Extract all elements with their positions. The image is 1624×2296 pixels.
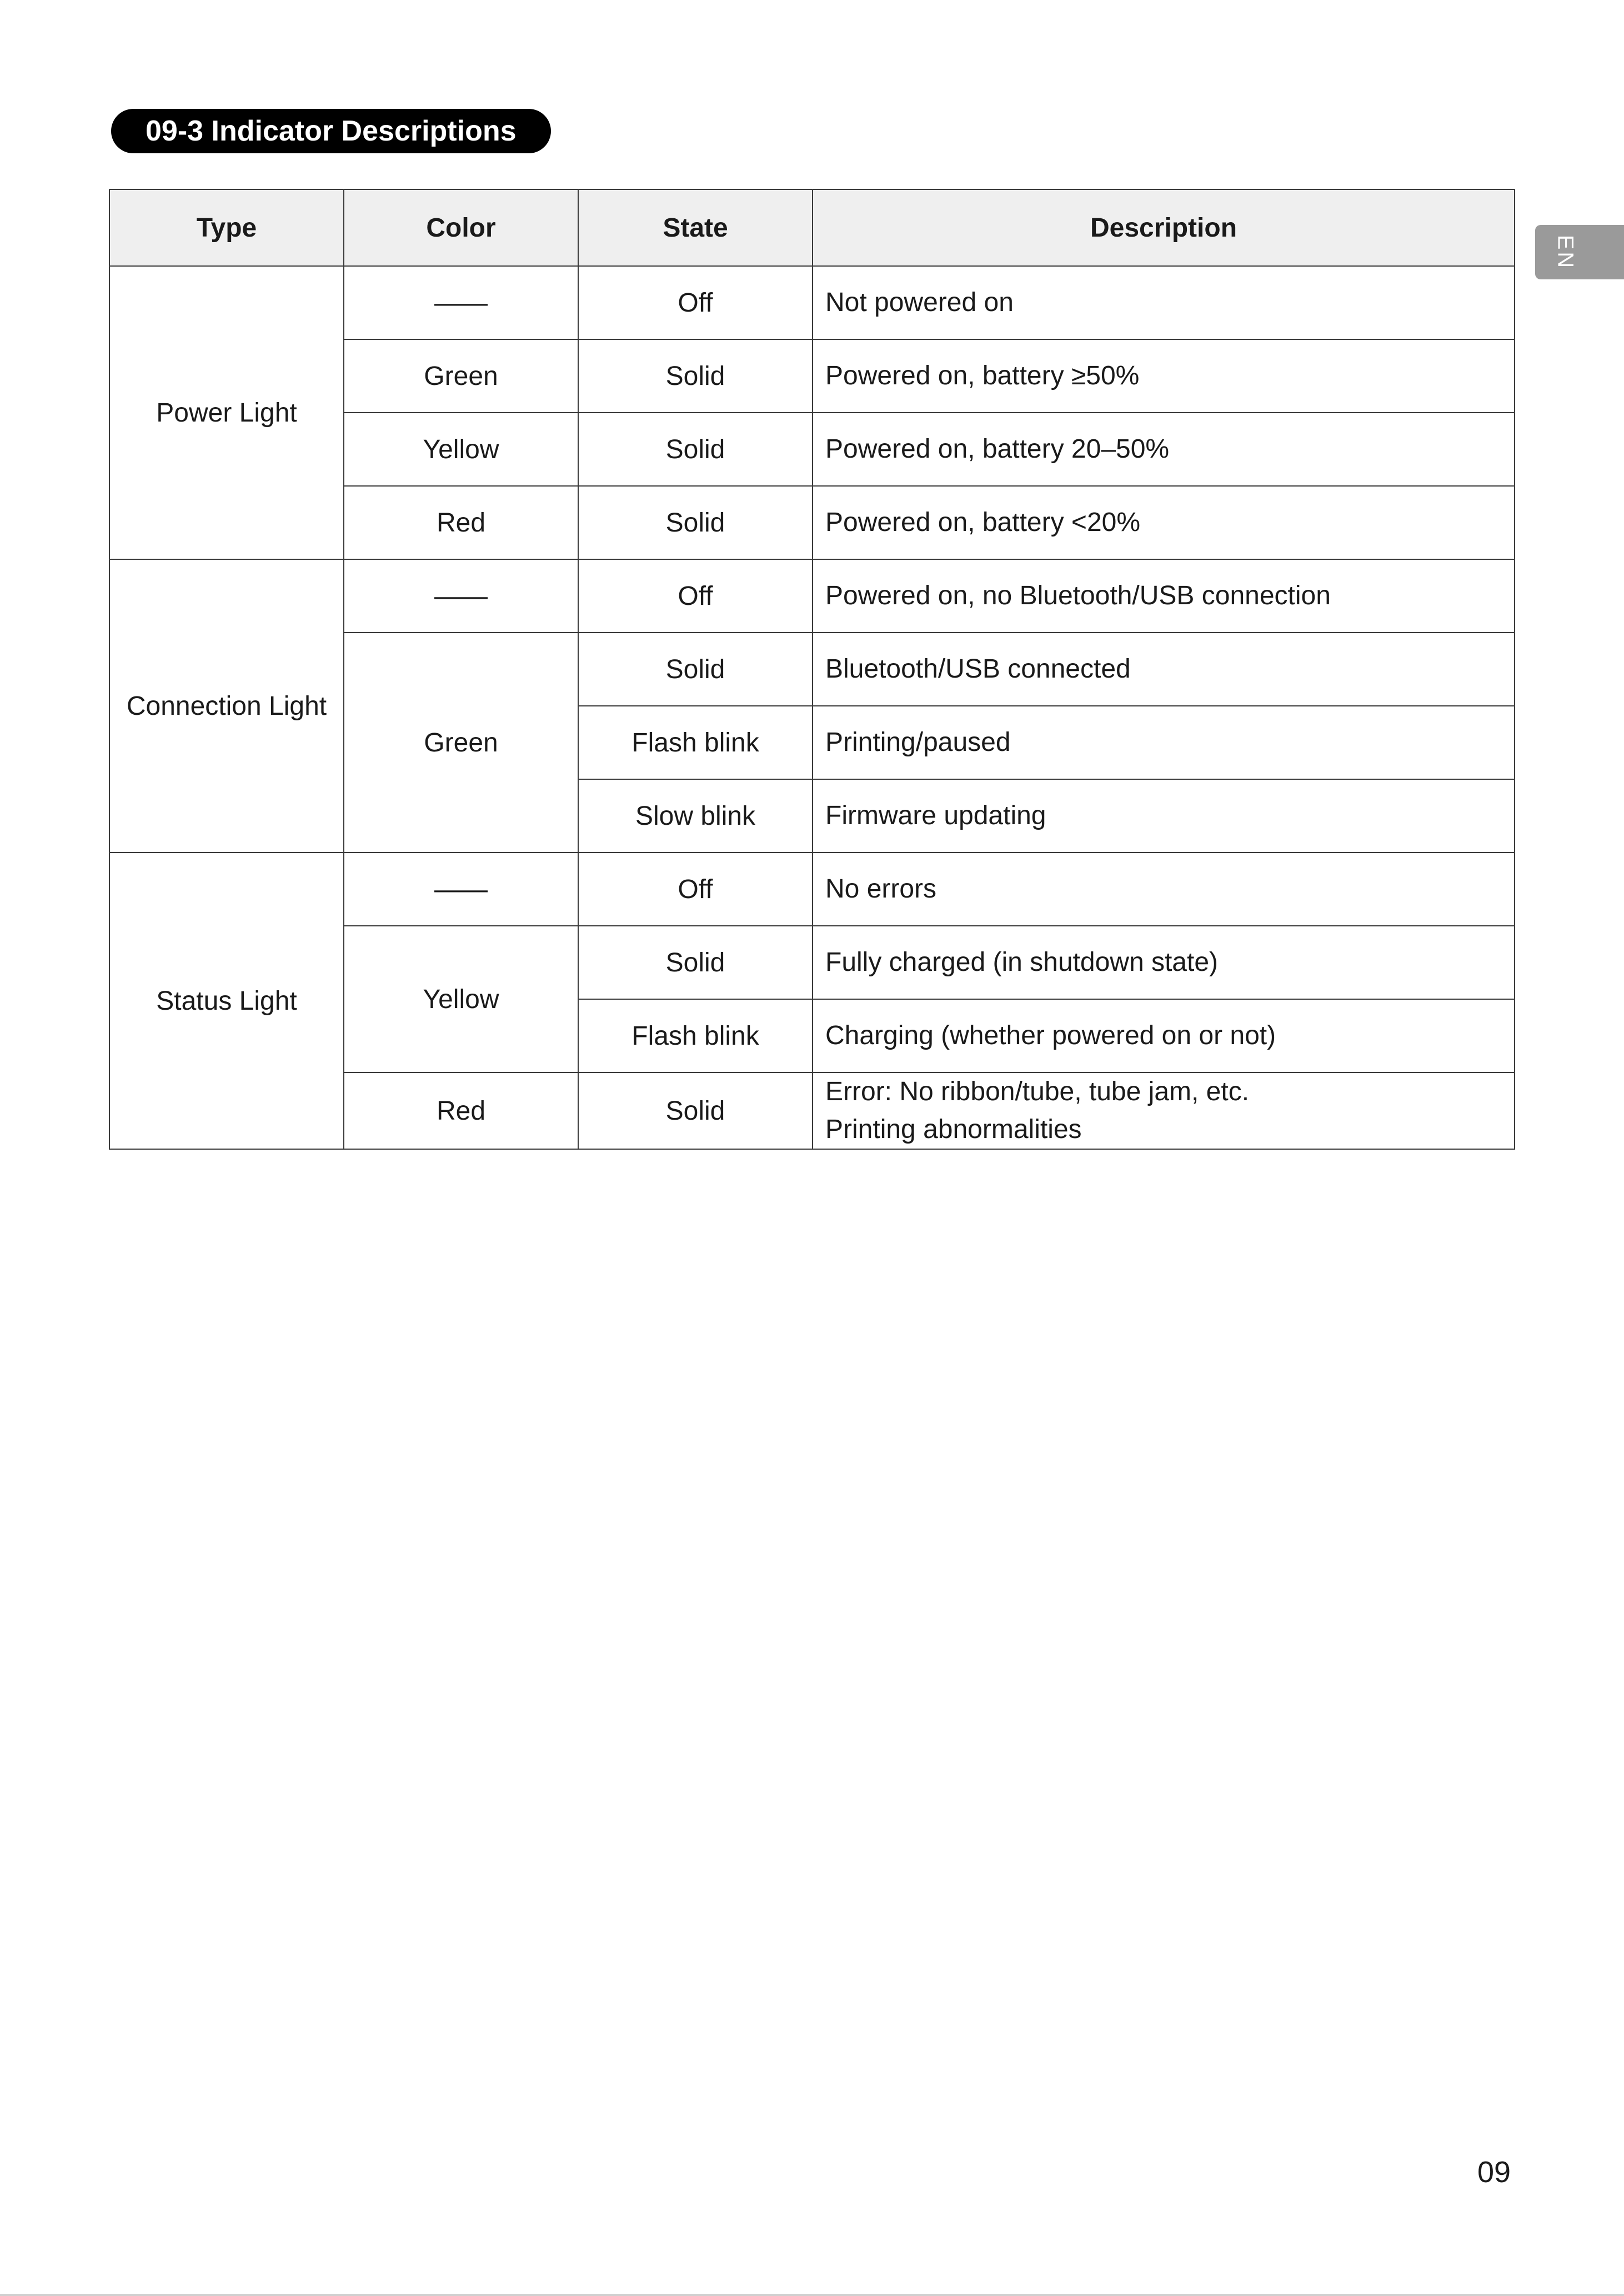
description-text: Powered on, battery ≥50%: [825, 361, 1140, 390]
color-cell: Yellow: [344, 926, 578, 1072]
description-cell: [813, 633, 1515, 706]
state-cell: Flash blink: [578, 706, 813, 779]
state-cell: Solid: [578, 633, 813, 706]
state-cell: Solid: [578, 926, 813, 999]
description-text: Powered on, battery <20%: [825, 508, 1141, 537]
state-cell: Solid: [578, 486, 813, 559]
bottom-divider: [0, 2294, 1624, 2296]
description-text: Powered on, battery 20–50%: [825, 434, 1170, 464]
state-cell: Off: [578, 266, 813, 339]
color-cell: ——: [344, 853, 578, 926]
color-cell: Yellow: [344, 413, 578, 486]
description-text: Printing abnormalities: [825, 1115, 1082, 1144]
type-cell-connection-light: Connection Light: [109, 559, 344, 853]
description-cell: [813, 266, 1515, 339]
color-cell: Green: [344, 339, 578, 413]
state-cell: Off: [578, 853, 813, 926]
state-cell: Solid: [578, 339, 813, 413]
description-text: No errors: [825, 874, 937, 904]
description-text: Fully charged (in shutdown state): [825, 948, 1219, 977]
header-color: Color: [344, 189, 578, 266]
state-cell: Flash blink: [578, 999, 813, 1072]
description-cell: [813, 779, 1515, 853]
table-row: [109, 266, 1515, 339]
color-cell: ——: [344, 559, 578, 633]
description-text: Not powered on: [825, 288, 1014, 317]
table-row: [109, 853, 1515, 926]
description-text: Bluetooth/USB connected: [825, 654, 1131, 684]
description-cell: [813, 706, 1515, 779]
color-cell: Green: [344, 633, 578, 853]
header-description: Description: [813, 189, 1515, 266]
description-cell: [813, 1072, 1515, 1149]
section-title: 09-3 Indicator Descriptions: [111, 109, 551, 153]
description-cell: [813, 339, 1515, 413]
language-tab: [1535, 225, 1624, 279]
indicator-table: [109, 189, 1515, 1150]
description-text: Charging (whether powered on or not): [825, 1021, 1276, 1050]
state-cell: Slow blink: [578, 779, 813, 853]
description-text: Printing/paused: [825, 728, 1011, 757]
table-row: [109, 559, 1515, 633]
page-number: 09: [1477, 2155, 1511, 2189]
table-header-row: [109, 189, 1515, 266]
state-cell: Solid: [578, 1072, 813, 1149]
type-cell-power-light: Power Light: [109, 266, 344, 559]
language-tab-label: EN: [1553, 234, 1578, 270]
state-cell: Solid: [578, 413, 813, 486]
state-cell: Off: [578, 559, 813, 633]
description-text: Error: No ribbon/tube, tube jam, etc.: [825, 1077, 1250, 1106]
color-cell: ——: [344, 266, 578, 339]
description-cell: [813, 486, 1515, 559]
type-cell-status-light: Status Light: [109, 853, 344, 1149]
header-type: Type: [109, 189, 344, 266]
color-cell: Red: [344, 1072, 578, 1149]
description-text: Powered on, no Bluetooth/USB connection: [825, 581, 1331, 610]
header-state: State: [578, 189, 813, 266]
description-cell: [813, 926, 1515, 999]
description-cell: [813, 999, 1515, 1072]
description-cell: [813, 413, 1515, 486]
description-text: Firmware updating: [825, 801, 1046, 830]
color-cell: Red: [344, 486, 578, 559]
description-cell: [813, 559, 1515, 633]
description-cell: [813, 853, 1515, 926]
